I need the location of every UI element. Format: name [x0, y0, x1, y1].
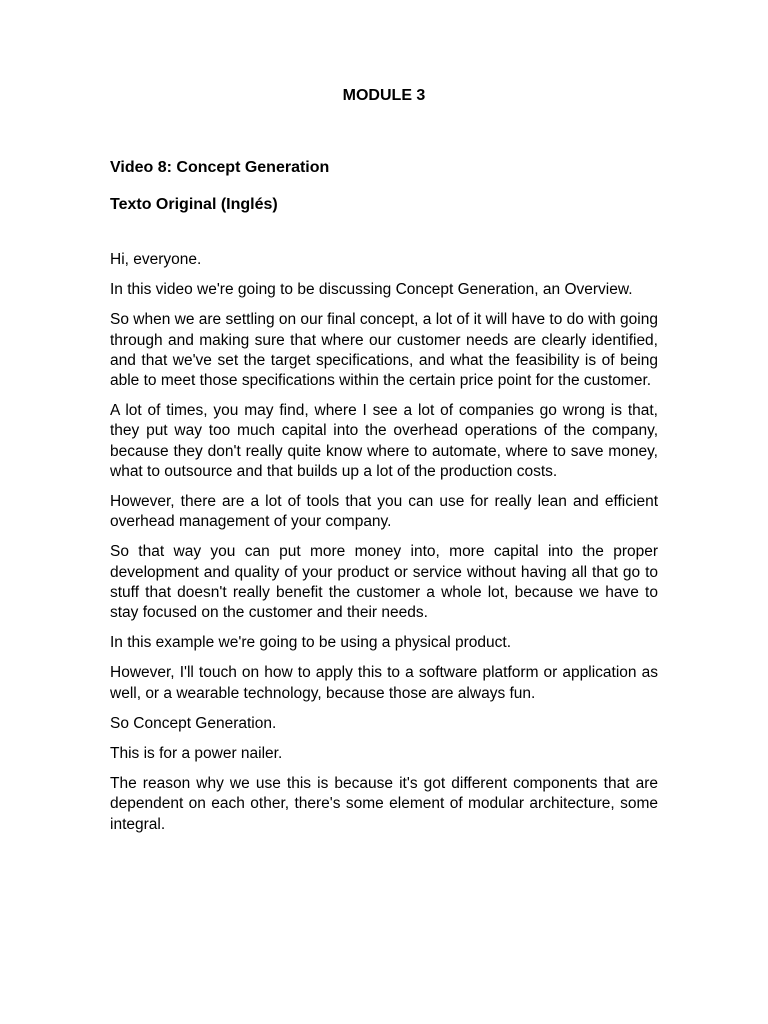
- paragraph: This is for a power nailer.: [110, 745, 283, 763]
- paragraph: In this video we're going to be discussing Concept Generation, an Overview.: [110, 281, 633, 299]
- transcript-body: [110, 250, 658, 845]
- paragraph: Hi, everyone.: [110, 251, 202, 268]
- paragraph: The reason why we use this is because it's got different components that are dependent on each other, there's some element of modular architecture, some integral.: [110, 775, 658, 833]
- paragraph: A lot of times, you may find, where I see a lot of companies go wrong is that, they put way too much capital into the overhead operations of the company, because they don't really quite know where to automate, where to save money, what to outsource and that builds up a lot of the production costs.: [110, 402, 658, 480]
- paragraph: However, there are a lot of tools that you can use for really lean and efficient overhead management of your company.: [110, 493, 658, 531]
- video-title: Video 8: Concept Generation: [110, 159, 330, 176]
- paragraph: In this example we're going to be using a physical product.: [110, 634, 512, 652]
- paragraph: So that way you can put more money into, more capital into the proper development and quality of your product or service without having all that go to stuff that doesn't really benefit the customer a whole lot, because we have to stay focused on the customer and their needs.: [110, 543, 658, 622]
- paragraph: However, I'll touch on how to apply this to a software platform or application as well, or a wearable technology, because those are always fun.: [110, 664, 658, 702]
- module-title: MODULE 3: [342, 87, 426, 104]
- paragraph: So when we are settling on our final concept, a lot of it will have to do with going through and making sure that where our customer needs are clearly identified, and that we've set the target specifications, and what the feasibility is of being able to meet those specifications within the certain price point for the customer.: [110, 311, 658, 390]
- subtitle: Texto Original (Inglés): [110, 196, 278, 213]
- paragraph: So Concept Generation.: [110, 714, 277, 732]
